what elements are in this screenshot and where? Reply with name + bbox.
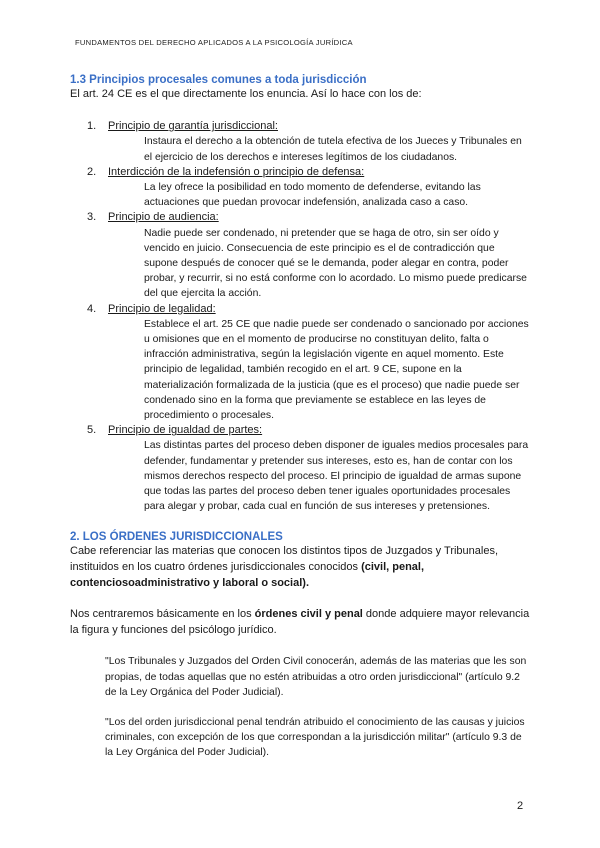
focus-paragraph (70, 607, 530, 638)
running-header: FUNDAMENTOS DEL DERECHO APLICADOS A LA PSICOLOGÍA JURÍDICA (75, 38, 353, 47)
list-item-title: Principio de garantía jurisdiccional: (108, 120, 278, 133)
list-item-number: 5. (87, 424, 97, 437)
section-intro: El art. 24 CE es el que directamente los enuncia. Así lo hace con los de: (70, 88, 422, 100)
ordenes-paragraph-bold: (civil, penal, contenciosoadministrativo y laboral o social). (70, 561, 425, 589)
list-item-title: Principio de legalidad: (108, 302, 216, 315)
list-item-title: Principio de igualdad de partes: (108, 424, 263, 437)
list-item (70, 423, 530, 514)
list-item-description: Las distintas partes del proceso deben disponer de iguales medios procesales para defender, fundamentar y pretender sus intereses, esto es, han de contar con los mismos derechos respecto del proceso. El principio de igualdad de armas supone que todas las partes del proceso deben tener iguales oportunidades procesales para alegar y probar, cada cual en función de sus intereses y pretensiones. (144, 440, 529, 513)
focus-paragraph-post: donde adquiere mayor relevancia la figura y funciones del psicólogo jurídico. (70, 608, 530, 636)
quote-civil: "Los Tribunales y Juzgados del Orden Civil conocerán, además de las materias que les son propias, de todas aquellas que no estén atribuidas a otro orden jurisdiccional" (artículo 9.2 de la Ley Orgánica del Poder Judicial). (105, 656, 527, 698)
quote-penal: "Los del orden jurisdiccional penal tendrán atribuido el conocimiento de las causas y juicios criminales, con excepción de los que correspondan a la jurisdicción militar" (artículo 9.3 de la Ley Orgánica del Poder Judicial). (105, 717, 525, 759)
page-content (70, 73, 530, 761)
list-item-description: Nadie puede ser condenado, ni pretender que se haga de otro, sin ser oído y vencido en juicio. Consecuencia de este principio es el de contradicción que supone después de conocer qué se le demanda, poder alegar en contra, poder probar, y recurrir, si no está conforme con lo acordado. Lo mismo puede predicarse del que ejercita la acción. (144, 227, 527, 300)
list-item (70, 210, 530, 301)
list-item-title: Principio de audiencia: (108, 211, 219, 224)
list-item-number: 2. (87, 165, 97, 178)
section-title-ordenes: 2. LOS ÓRDENES JURISDICCIONALES (70, 531, 283, 544)
section-title-principios: 1.3 Principios procesales comunes a toda jurisdicción (70, 74, 367, 86)
ordenes-paragraph (70, 544, 530, 591)
focus-paragraph-pre: Nos centraremos básicamente en los (70, 608, 255, 621)
list-item-description: La ley ofrece la posibilidad en todo momento de defenderse, evitando las actuaciones que puedan provocar indefensión, analizada caso a caso. (144, 182, 481, 209)
list-item-description: Instaura el derecho a la obtención de tutela efectiva de los Jueces y Tribunales en el ejercicio de los derechos e intereses legítimos de los ciudadanos. (144, 136, 522, 163)
list-item-number: 1. (87, 120, 97, 133)
list-item (70, 165, 530, 211)
list-item-number: 4. (87, 302, 97, 315)
focus-paragraph-bold: órdenes civil y penal (254, 608, 363, 621)
principles-list (70, 119, 530, 514)
list-item-description: Establece el art. 25 CE que nadie puede ser condenado o sancionado por acciones u omisiones que en el momento de producirse no constituyan delito, falta o infracción administrativa, según la legislación vigente en aquel momento. Este principio de legalidad, también recogido en el art. 9 CE, supone en la materialización formalizada de la justicia (que es el proceso) que nadie puede ser condenado sino en la forma que previamente se establece en las leyes de procedimiento o procesales. (144, 318, 529, 422)
list-item-number: 3. (87, 211, 97, 224)
page-number: 2 (517, 800, 524, 812)
list-item (70, 302, 530, 424)
list-item (70, 119, 530, 165)
list-item-title: Interdicción de la indefensión o principio de defensa: (108, 165, 365, 178)
ordenes-paragraph-text: Cabe referenciar las materias que conocen los distintos tipos de Juzgados y Tribunales, instituidos en los cuatro órdenes jurisdiccionales conocidos (70, 545, 499, 574)
